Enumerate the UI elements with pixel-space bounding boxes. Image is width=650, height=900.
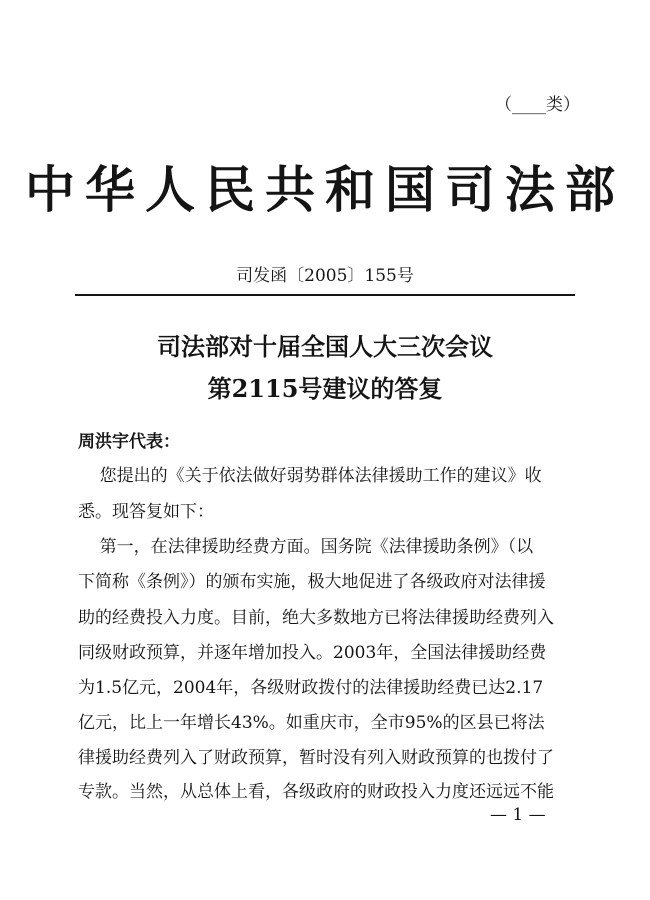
salutation: 周洪宇代表： — [78, 432, 180, 452]
agency-heading: 中华人民共和国司法部 — [25, 160, 625, 219]
document-number: 司发函〔2005〕155号 — [236, 266, 414, 286]
body-line: 下简称《条例》）的颁布实施，极大地促进了各级政府对法律援 — [78, 572, 546, 592]
body-line: 为1.5亿元，2004年，各级财政拨付的法律援助经费已达2.17 — [78, 678, 544, 698]
body-line: 同级财政预算，并逐年增加投入。2003年，全国法律援助经费 — [78, 643, 547, 663]
document-title-line-2: 第2115号建议的答复 — [207, 374, 443, 403]
body-line: 悉。现答复如下： — [78, 502, 214, 522]
page-number: — 1 — — [490, 805, 546, 825]
classification-text: （____类） — [495, 95, 580, 115]
body-line: 亿元，比上一年增长43%。如重庆市，全市95%的区县已将法 — [78, 713, 545, 733]
classification-label — [495, 90, 580, 115]
body-line: 您提出的《关于依法做好弱势群体法律援助工作的建议》收 — [78, 466, 542, 486]
body-line: 律援助经费列入了财政预算，暂时没有列入财政预算的也拨付了 — [78, 748, 554, 768]
document-title-line-1: 司法部对十届全国人大三次会议 — [157, 332, 493, 361]
body-line: 助的经费投入力度。目前，绝大多数地方已将法律援助经费列入 — [78, 608, 554, 628]
header-divider — [75, 294, 575, 296]
body-line: 专款。当然，从总体上看，各级政府的财政投入力度还远远不能 — [78, 782, 554, 802]
body-line: 第一，在法律援助经费方面。国务院《法律援助条例》（以 — [78, 537, 534, 557]
